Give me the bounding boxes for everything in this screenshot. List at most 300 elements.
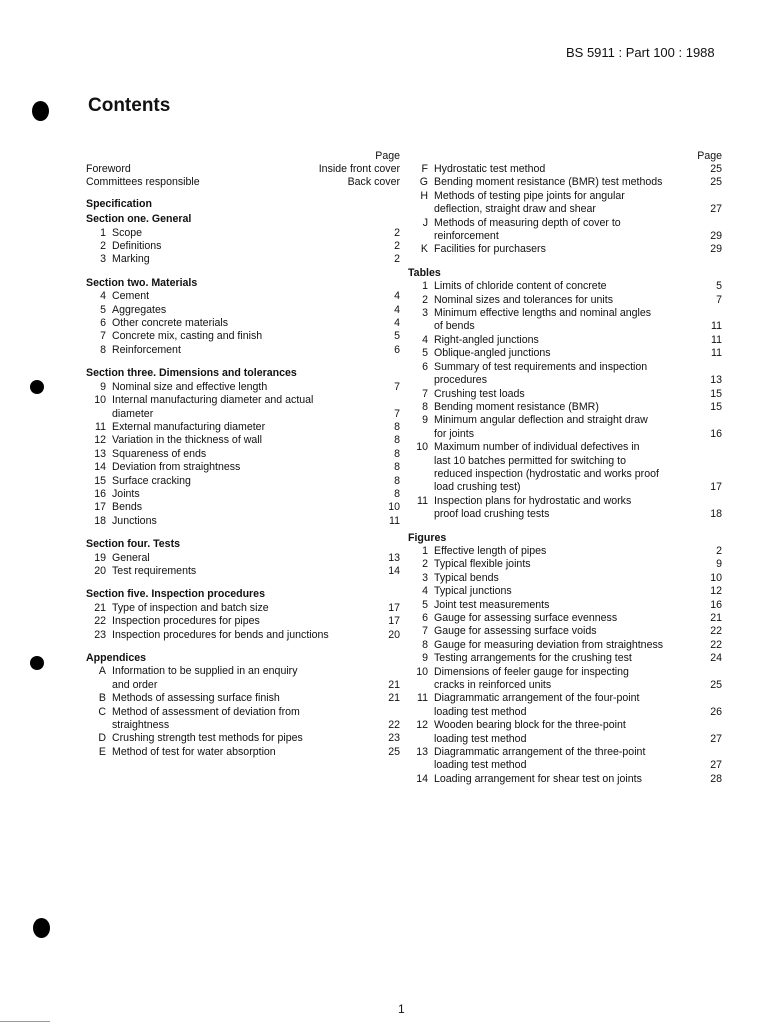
toc-entry [408, 455, 722, 468]
toc-entry-number: 10 [416, 665, 428, 678]
toc-entry [86, 706, 400, 719]
toc-entry-number: 5 [422, 347, 428, 360]
toc-entry-number: 19 [94, 551, 106, 564]
toc-entry [86, 602, 400, 615]
page-column-header: Page [375, 150, 400, 162]
toc-entry-number: 7 [422, 387, 428, 400]
section-five-list [86, 602, 400, 642]
binding-clip-upper [30, 372, 44, 398]
toc-entry-label: General [112, 551, 150, 564]
toc-entry [408, 733, 722, 746]
toc-entry-label: Dimensions of feeler gauge for inspecting [434, 665, 629, 678]
toc-entry-page: 22 [710, 625, 722, 638]
toc-entry-number: 17 [94, 501, 106, 514]
toc-entry [86, 434, 400, 447]
toc-entry-label: loading test method [434, 705, 527, 718]
toc-entry-label: Variation in the thickness of wall [112, 434, 262, 447]
section-two-list [86, 290, 400, 357]
toc-entry [86, 227, 400, 240]
toc-entry-number: 4 [100, 290, 106, 303]
toc-entry-number: 1 [100, 226, 106, 239]
section-five-heading: Section five. Inspection procedures [86, 588, 265, 601]
toc-entry-page: 27 [710, 759, 722, 772]
toc-entry [86, 615, 400, 628]
toc-entry-label: Test requirements [112, 564, 197, 577]
toc-entry [86, 290, 400, 303]
toc-entry-label: Joints [112, 487, 140, 500]
toc-entry-label: Information to be supplied in an enquiry [112, 665, 298, 678]
toc-entry-label: Surface cracking [112, 474, 191, 487]
section-three-heading: Section three. Dimensions and tolerances [86, 367, 297, 380]
toc-entry-page: 22 [710, 638, 722, 651]
toc-entry-number: 20 [94, 564, 106, 577]
toc-entry-number: 18 [94, 514, 106, 527]
toc-entry [86, 665, 400, 678]
toc-entry-label: Deviation from straightness [112, 461, 241, 474]
toc-entry [86, 330, 400, 343]
toc-entry-page: 6 [394, 343, 400, 356]
toc-entry-number: K [420, 243, 428, 256]
toc-entry-page: 23 [388, 732, 400, 745]
toc-entry [86, 732, 400, 745]
toc-entry [86, 408, 400, 421]
toc-entry-label: reinforcement [434, 230, 499, 243]
toc-entry-label: Oblique-angled junctions [434, 347, 551, 360]
toc-entry-page: 7 [716, 293, 722, 306]
toc-entry-label: Typical flexible joints [434, 558, 531, 571]
toc-entry-page: 29 [710, 230, 722, 243]
section-four-list [86, 552, 400, 579]
toc-entry-page: 18 [710, 508, 722, 521]
toc-entry [408, 692, 722, 705]
toc-entry [86, 421, 400, 434]
toc-entry-number: 12 [416, 719, 428, 732]
toc-entry [408, 441, 722, 454]
toc-entry-label: Gauge for assessing surface voids [434, 625, 597, 638]
toc-entry [408, 176, 722, 189]
toc-entry [408, 414, 722, 427]
toc-entry-number: 4 [422, 585, 428, 598]
toc-entry-number: 7 [422, 625, 428, 638]
toc-entry-label: last 10 batches permitted for switching to [434, 454, 626, 467]
toc-entry [86, 163, 400, 176]
toc-entry-number: 2 [100, 240, 106, 253]
toc-entry-label: loading test method [434, 759, 527, 772]
toc-entry-number: 6 [100, 317, 106, 330]
toc-entry-page: 17 [710, 481, 722, 494]
standard-reference: BS 5911 : Part 100 : 1988 [566, 45, 715, 60]
toc-entry-label: Cement [112, 290, 150, 303]
toc-entry-label: Joint test measurements [434, 598, 550, 611]
toc-entry-page: 11 [389, 514, 400, 527]
toc-entry-number: 13 [94, 447, 106, 460]
toc-entry-label: diameter [112, 407, 154, 420]
toc-entry-page: 2 [394, 240, 400, 253]
toc-entry-label: Wooden bearing block for the three-point [434, 719, 626, 732]
toc-entry-label: Crushing strength test methods for pipes [112, 732, 303, 745]
toc-entry-number: 8 [100, 343, 106, 356]
toc-entry-label: Minimum angular deflection and straight draw [434, 414, 648, 427]
toc-entry-page: 25 [388, 745, 400, 758]
toc-entry-number: 1 [422, 544, 428, 557]
toc-entry-number: C [98, 705, 106, 718]
toc-entry [86, 176, 400, 189]
toc-entry [86, 552, 400, 565]
toc-entry-page: 17 [388, 601, 400, 614]
toc-entry-page: 2 [716, 544, 722, 557]
toc-entry-label: Method of test for water absorption [112, 745, 276, 758]
toc-entry [408, 666, 722, 679]
toc-entry-number: 6 [422, 612, 428, 624]
toc-entry-number: 1 [422, 280, 428, 293]
toc-entry [408, 746, 722, 759]
toc-entry [86, 488, 400, 501]
toc-entry-page: 14 [388, 564, 400, 577]
toc-entry [408, 428, 722, 441]
toc-entry [408, 625, 722, 638]
toc-entry [408, 706, 722, 719]
toc-entry [408, 203, 722, 216]
toc-entry-page: 22 [388, 719, 400, 732]
toc-entry-page: 26 [710, 705, 722, 718]
toc-entry-number: 6 [422, 360, 428, 373]
toc-entry [86, 304, 400, 317]
toc-entry-page: 29 [710, 243, 722, 256]
toc-entry [86, 565, 400, 578]
toc-entry [408, 320, 722, 333]
toc-entry-number: G [419, 176, 428, 189]
toc-entry-page: 11 [711, 333, 722, 346]
toc-entry-page: 4 [394, 290, 400, 303]
toc-entry-page: 13 [710, 374, 722, 387]
toc-entry [86, 692, 400, 705]
toc-entry-page: 9 [716, 558, 722, 571]
toc-entry [86, 515, 400, 528]
toc-entry-number: A [98, 665, 106, 678]
tables-list [408, 280, 722, 521]
toc-entry-page: 25 [710, 176, 722, 189]
section-four-heading: Section four. Tests [86, 538, 180, 551]
toc-entry [86, 317, 400, 330]
toc-entry [408, 652, 722, 665]
toc-entry-page: 2 [394, 253, 400, 266]
toc-entry-page: 15 [710, 400, 722, 413]
toc-entry [408, 773, 722, 786]
toc-entry-number: D [98, 732, 106, 745]
toc-entry-page: 11 [711, 320, 722, 333]
toc-entry-label: Scope [112, 226, 143, 239]
section-one-heading: Section one. General [86, 213, 192, 226]
toc-entry-label: Aggregates [112, 303, 167, 316]
toc-entry-label: Loading arrangement for shear test on joints [434, 772, 642, 785]
toc-entry-label: Nominal sizes and tolerances for units [434, 293, 614, 306]
toc-entry [86, 461, 400, 474]
toc-entry-number: 8 [422, 400, 428, 413]
toc-entry-number: 11 [417, 494, 428, 507]
toc-entry-number: 2 [422, 558, 428, 571]
toc-entry-label: Bends [112, 501, 143, 514]
toc-entry-label: Inspection procedures for pipes [112, 615, 260, 628]
toc-entry-label: of bends [434, 320, 475, 333]
toc-entry-number: 21 [94, 601, 106, 614]
section-two-heading: Section two. Materials [86, 276, 198, 289]
toc-entry-number: 10 [94, 394, 106, 407]
toc-entry-number: 14 [416, 772, 428, 785]
toc-entry-page: 2 [394, 226, 400, 239]
toc-entry-page: 15 [710, 387, 722, 400]
toc-entry-label: Crushing test loads [434, 387, 525, 400]
toc-entry-label: load crushing test) [434, 481, 521, 494]
toc-entry-number: 15 [94, 474, 106, 487]
toc-entry-page: Inside front cover [318, 163, 400, 175]
toc-entry-label: Marking [112, 253, 150, 266]
toc-entry-page: 16 [710, 427, 722, 440]
toc-entry-label: Inspection plans for hydrostatic and works [434, 494, 632, 507]
toc-entry [86, 719, 400, 732]
toc-entry-page: 10 [388, 501, 400, 514]
toc-entry [408, 612, 722, 625]
page-number: 1 [398, 1002, 405, 1016]
figures-heading: Figures [408, 531, 447, 544]
toc-entry-page: 8 [394, 447, 400, 460]
toc-entry-page: 7 [394, 380, 400, 393]
toc-entry-page: 16 [710, 598, 722, 611]
page-title: Contents [88, 95, 171, 116]
toc-entry-page: 13 [388, 551, 400, 564]
toc-entry-number: 10 [416, 441, 428, 454]
toc-entry-number: E [98, 745, 106, 758]
toc-entry [408, 545, 722, 558]
toc-entry-page: 27 [710, 203, 722, 216]
toc-entry-page: 11 [711, 347, 722, 360]
toc-entry-label: Type of inspection and batch size [112, 601, 269, 614]
appendices-list [86, 665, 400, 759]
toc-entry-label: Gauge for measuring deviation from straightness [434, 638, 664, 651]
toc-entry-label: Testing arrangements for the crushing test [434, 652, 632, 665]
toc-entry-label: procedures [434, 374, 487, 387]
toc-entry-number: 5 [100, 303, 106, 316]
toc-entry [408, 230, 722, 243]
toc-entry [408, 759, 722, 772]
toc-entry-label: Methods of testing pipe joints for angular [434, 189, 625, 202]
toc-entry-page: 12 [710, 585, 722, 598]
toc-entry [408, 334, 722, 347]
toc-entry-label: Method of assessment of deviation from [112, 705, 300, 718]
toc-entry-page: 21 [710, 612, 722, 624]
toc-entry-label: Methods of assessing surface finish [112, 692, 280, 705]
toc-entry [86, 240, 400, 253]
toc-entry-number: 9 [422, 414, 428, 427]
toc-entry-label: reduced inspection (hydrostatic and works proof [434, 467, 659, 480]
toc-entry [408, 719, 722, 732]
toc-entry-page: 27 [710, 732, 722, 745]
toc-entry-label: Reinforcement [112, 343, 181, 356]
toc-entry-page: 7 [394, 407, 400, 420]
toc-entry-label: Effective length of pipes [434, 544, 547, 557]
appendices-heading: Appendices [86, 652, 147, 664]
toc-entry [408, 468, 722, 481]
toc-entry-page: 25 [710, 163, 722, 175]
toc-entry [408, 599, 722, 612]
toc-entry [408, 294, 722, 307]
toc-entry-label: Definitions [112, 240, 162, 253]
section-one-list [86, 227, 400, 267]
specification-heading: Specification [86, 197, 152, 210]
toc-entry [408, 374, 722, 387]
toc-entry [408, 572, 722, 585]
toc-entry-number: 3 [422, 571, 428, 584]
toc-entry-label: Committees responsible [86, 176, 200, 189]
toc-entry [408, 495, 722, 508]
toc-entry-number: H [420, 189, 428, 202]
toc-entry-label: Bending moment resistance (BMR) test methods [434, 176, 663, 189]
toc-entry [408, 307, 722, 320]
toc-entry-page: 17 [388, 615, 400, 628]
toc-entry-label: Typical bends [434, 571, 499, 584]
toc-entry [86, 394, 400, 407]
toc-entry-page: 4 [394, 303, 400, 316]
punch-hole-top [32, 101, 49, 121]
toc-entry-label: Summary of test requirements and inspection [434, 360, 648, 373]
toc-entry-number: 14 [94, 461, 106, 474]
toc-entry-page: 24 [710, 652, 722, 665]
toc-entry-label: Diagrammatic arrangement of the three-point [434, 746, 646, 759]
toc-entry [86, 253, 400, 266]
toc-entry-number: 16 [94, 487, 106, 500]
toc-entry-page: 8 [394, 461, 400, 474]
toc-entry [408, 347, 722, 360]
toc-entry-page: 21 [388, 692, 400, 705]
toc-entry-page: 5 [716, 280, 722, 293]
toc-entry-label: Diagrammatic arrangement of the four-point [434, 692, 640, 705]
toc-entry [408, 558, 722, 571]
toc-entry [408, 280, 722, 293]
toc-entry-page: 8 [394, 474, 400, 487]
toc-entry-label: Limits of chloride content of concrete [434, 280, 607, 293]
toc-entry-label: Hydrostatic test method [434, 163, 546, 175]
toc-entry-number: 9 [422, 652, 428, 665]
toc-entry [408, 508, 722, 521]
toc-entry [408, 639, 722, 652]
toc-entry-label: Right-angled junctions [434, 333, 539, 346]
toc-entry-page: Back cover [347, 176, 400, 189]
toc-entry [86, 344, 400, 357]
toc-entry [408, 361, 722, 374]
toc-entry-label: and order [112, 678, 158, 691]
toc-entry [86, 629, 400, 642]
toc-entry-label: cracks in reinforced units [434, 679, 552, 692]
toc-entry-number: 9 [100, 380, 106, 393]
toc-entry [86, 448, 400, 461]
toc-entry-label: Maximum number of individual defectives in [434, 441, 640, 454]
toc-entry-page: 10 [710, 571, 722, 584]
toc-entry-label: for joints [434, 427, 475, 440]
toc-entry-page: 28 [710, 772, 722, 785]
toc-entry [86, 381, 400, 394]
toc-entry [408, 243, 722, 256]
toc-entry-label: deflection, straight draw and shear [434, 203, 596, 216]
toc-entry-number: F [421, 163, 428, 175]
toc-entry-number: 2 [422, 293, 428, 306]
contents-right-column [408, 150, 722, 786]
toc-entry-page: 20 [388, 628, 400, 641]
toc-entry-number: 12 [94, 434, 106, 447]
toc-entry-number: 4 [422, 333, 428, 346]
toc-entry-page: 8 [394, 487, 400, 500]
toc-entry-page: 21 [388, 678, 400, 691]
toc-entry-number: 5 [422, 598, 428, 611]
page-column-header-right: Page [697, 150, 722, 162]
toc-entry-page: 5 [394, 330, 400, 343]
toc-entry [408, 388, 722, 401]
toc-entry-label: straightness [112, 719, 170, 732]
toc-entry [408, 163, 722, 176]
toc-entry [408, 585, 722, 598]
toc-entry [408, 401, 722, 414]
toc-entry-number: 7 [100, 330, 106, 343]
figures-list [408, 545, 722, 786]
toc-entry-number: 11 [417, 692, 428, 705]
contents-left-column [86, 150, 400, 759]
toc-entry [408, 190, 722, 203]
tables-heading: Tables [408, 266, 441, 279]
toc-entry-number: 13 [416, 746, 428, 759]
toc-entry-label: External manufacturing diameter [112, 420, 266, 433]
toc-entry-label: Junctions [112, 514, 157, 527]
toc-entry-number: 3 [422, 307, 428, 320]
footer-rule [0, 1021, 50, 1022]
toc-entry-label: Inspection procedures for bends and junctions [112, 628, 329, 641]
toc-entry [86, 679, 400, 692]
toc-entry-label: proof load crushing tests [434, 508, 550, 521]
toc-entry [86, 501, 400, 514]
toc-entry-number: B [98, 692, 106, 705]
toc-entry-number: 23 [94, 628, 106, 641]
toc-entry-number: 22 [94, 615, 106, 628]
toc-entry-label: Gauge for assessing surface evenness [434, 612, 618, 624]
toc-entry-label: Concrete mix, casting and finish [112, 330, 263, 343]
toc-entry-page: 8 [394, 434, 400, 447]
toc-entry-number: J [422, 216, 428, 229]
toc-entry-label: loading test method [434, 732, 527, 745]
toc-entry-label: Minimum effective lengths and nominal angles [434, 307, 652, 320]
front-matter-list [86, 163, 400, 190]
toc-entry-number: 3 [100, 253, 106, 266]
toc-entry-label: Bending moment resistance (BMR) [434, 400, 599, 413]
toc-entry-number: 8 [422, 638, 428, 651]
punch-hole-bottom [33, 918, 50, 938]
toc-entry-label: Squareness of ends [112, 447, 207, 460]
toc-entry [86, 746, 400, 759]
toc-entry-label: Methods of measuring depth of cover to [434, 216, 621, 229]
toc-entry-label: Internal manufacturing diameter and actual [112, 394, 314, 407]
toc-entry [408, 217, 722, 230]
toc-entry-page: 8 [394, 420, 400, 433]
toc-entry [86, 475, 400, 488]
toc-entry-label: Foreword [86, 163, 131, 175]
toc-entry-page: 25 [710, 679, 722, 692]
section-three-list [86, 381, 400, 528]
toc-entry [408, 481, 722, 494]
toc-entry-page: 4 [394, 317, 400, 330]
toc-entry [408, 679, 722, 692]
appendices-continued-list [408, 163, 722, 257]
binding-clip-lower [30, 648, 44, 674]
toc-entry-label: Other concrete materials [112, 317, 228, 330]
toc-entry-label: Typical junctions [434, 585, 512, 598]
toc-entry-label: Facilities for purchasers [434, 243, 546, 256]
toc-entry-number: 11 [95, 420, 106, 433]
